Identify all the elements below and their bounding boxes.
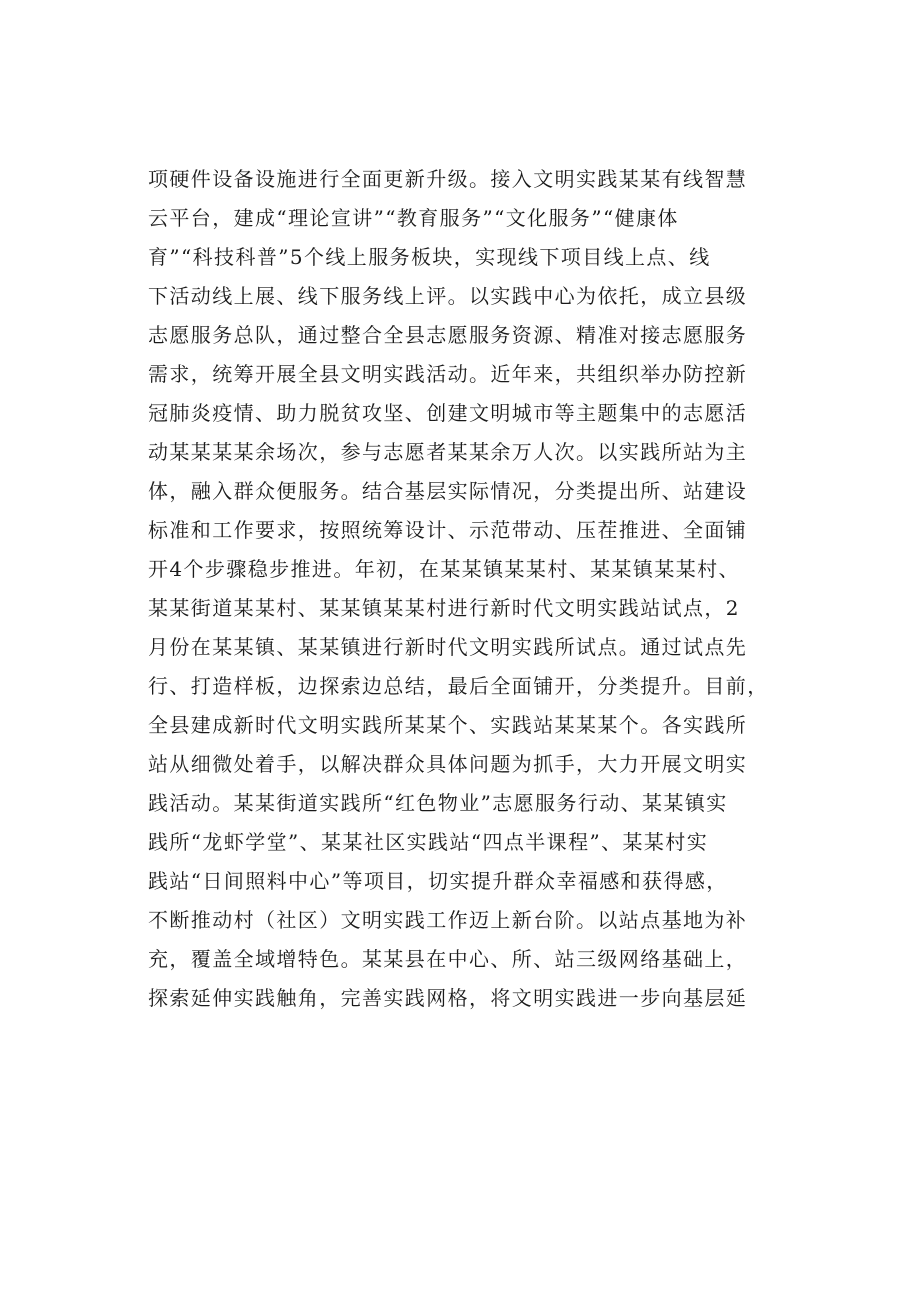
text-line: 践活动。某某街道实践所“红色物业”志愿服务行动、某某镇实	[148, 791, 728, 815]
text-line: 充，覆盖全域增特色。某某县在中心、所、站三级网络基础上，	[148, 947, 748, 971]
body-paragraph	[148, 160, 808, 1018]
text-line: 月份在某某镇、某某镇进行新时代文明实践所试点。通过试点先	[148, 635, 748, 659]
text-line: 站从细微处着手，以解决群众具体问题为抓手，大力开展文明实	[148, 752, 748, 776]
text-line: 冠肺炎疫情、助力脱贫攻坚、创建文明城市等主题集中的志愿活	[148, 401, 748, 425]
text-line: 行、打造样板，边探索边总结，最后全面铺开，分类提升。目前，	[148, 674, 769, 698]
text-line: 云平台，建成“理论宣讲”“教育服务”“文化服务”“健康体	[148, 206, 679, 230]
text-line: 育”“科技科普”5个线上服务板块，实现线下项目线上点、线	[148, 245, 711, 269]
text-line: 某某街道某某村、某某镇某某村进行新时代文明实践站试点，2	[148, 596, 740, 620]
text-line: 标准和工作要求，按照统筹设计、示范带动、压茬推进、全面铺	[148, 518, 748, 542]
text-line: 探索延伸实践触角，完善实践网格，将文明实践进一步向基层延	[148, 986, 748, 1010]
text-line: 践站“日间照料中心”等项目，切实提升群众幸福感和获得感，	[148, 869, 728, 893]
text-line: 志愿服务总队，通过整合全县志愿服务资源、精准对接志愿服务	[148, 323, 748, 347]
text-line: 体，融入群众便服务。结合基层实际情况，分类提出所、站建设	[148, 479, 748, 503]
text-line: 下活动线上展、线下服务线上评。以实践中心为依托，成立县级	[148, 284, 748, 308]
text-line: 项硬件设备设施进行全面更新升级。接入文明实践某某有线智慧	[148, 167, 748, 191]
text-line: 不断推动村（社区）文明实践工作迈上新台阶。以站点基地为补	[148, 908, 748, 932]
text-line: 开4个步骤稳步推进。年初，在某某镇某某村、某某镇某某村、	[148, 557, 740, 581]
text-line: 需求，统筹开展全县文明实践活动。近年来，共组织举办防控新	[148, 362, 748, 386]
text-line: 全县建成新时代文明实践所某某个、实践站某某某个。各实践所	[148, 713, 748, 737]
text-line: 践所“龙虾学堂”、某某社区实践站“四点半课程”、某某村实	[148, 830, 709, 854]
text-line: 动某某某某余场次，参与志愿者某某余万人次。以实践所站为主	[148, 440, 748, 464]
